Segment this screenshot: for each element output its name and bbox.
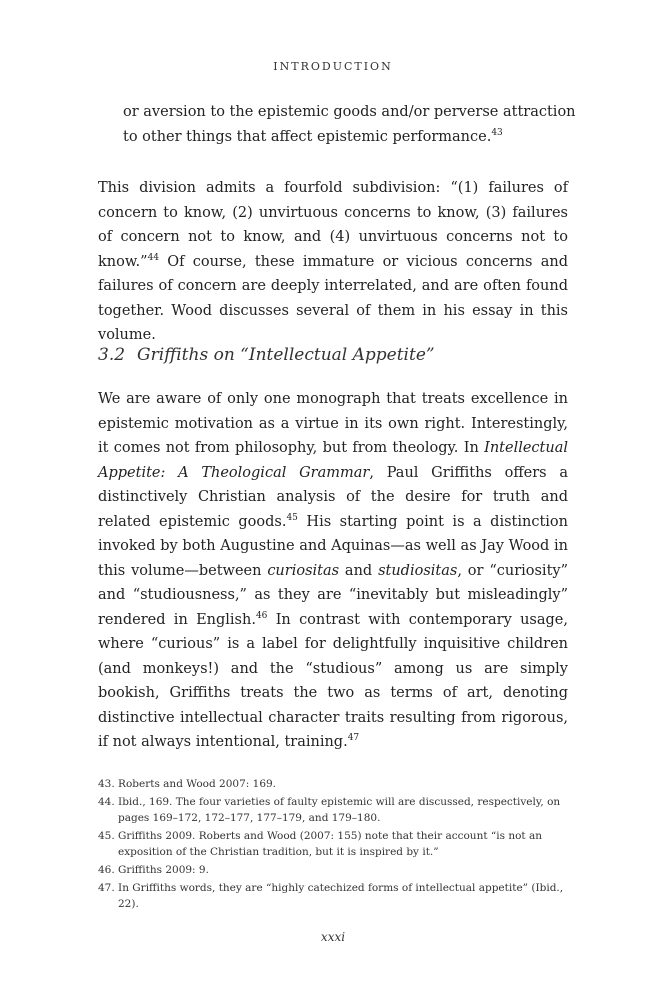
footnote-ref-44: 44	[147, 252, 160, 263]
paragraph-2-s5: , or “curiosity” and “studiousness,” as they are “inevitably but misleadingly” rendered in English.	[98, 562, 568, 628]
footnote-number: 47.	[98, 882, 115, 894]
section-title: Griffiths on “Intellectual Appetite”	[137, 345, 435, 365]
footnotes	[98, 776, 568, 914]
section-number: 3.2	[98, 345, 126, 365]
paragraph-2-s1: We are aware of only one monograph that treats excellence in epistemic motivation as a virtue in its own right. Interestingly, it comes not from philosophy, but from theology. In	[98, 391, 568, 456]
paragraph-1-text-after: Of course, these immature or vicious concerns and failures of concern are deeply interrelated, and are often found together. Wood discusses several of them in his essay in this volume.	[98, 253, 568, 343]
footnote-ref-47: 47	[347, 733, 360, 744]
footnote-number: 46.	[98, 864, 115, 876]
paragraph-2-s4: and	[339, 562, 379, 579]
running-head: INTRODUCTION	[273, 60, 393, 73]
footnote-text: Griffiths 2009: 9.	[118, 864, 209, 876]
term-curiositas: curiositas	[267, 562, 340, 579]
paragraph-1-text: This division admits a fourfold subdivision: “(1) failures of concern to know, (2) unvirtuous concerns to know, (3) failures of concern not to know, and (4) unvirtuous concerns not to know.”	[98, 180, 568, 270]
footnote-number: 43.	[98, 778, 115, 790]
footnote-45	[98, 828, 568, 860]
footnote-46	[98, 862, 568, 878]
footnote-number: 45.	[98, 830, 115, 842]
footnote-ref-43: 43	[491, 127, 503, 138]
footnote-ref-45: 45	[286, 512, 298, 523]
footnote-text: Griffiths 2009. Roberts and Wood (2007: 155) note that their account “is not an exposition of the Christian tradition, but it is inspired by it.”	[118, 830, 542, 858]
paragraph-2	[98, 387, 568, 755]
book-title: Intellectual Appetite: A Theological Grammar	[98, 440, 568, 481]
term-studiositas: studiositas	[378, 562, 458, 579]
footnote-43	[98, 776, 568, 792]
block-quote	[123, 100, 583, 149]
paragraph-2-s2: , Paul Griffiths offers a distinctively Christian analysis of the desire for truth and related epistemic goods.	[98, 464, 568, 530]
footnote-ref-46: 46	[255, 610, 268, 621]
paragraph-2-s3: His starting point is a distinction invoked by both Augustine and Aquinas—as well as Jay Wood in this volume—between	[98, 513, 568, 579]
footnote-number: 44.	[98, 796, 115, 808]
footnote-text: Ibid., 169. The four varieties of faulty epistemic will are discussed, respectively, on pages 169–172, 172–177, 177–179, and 179–180.	[118, 796, 561, 824]
footnote-47	[98, 880, 568, 912]
paragraph-1	[98, 176, 568, 348]
footnote-44	[98, 794, 568, 826]
footnote-text: Roberts and Wood 2007: 169.	[118, 778, 277, 790]
block-quote-text: or aversion to the epistemic goods and/or perverse attraction to other things that affect epistemic performance.	[123, 104, 576, 145]
page-number: xxxi	[320, 930, 346, 944]
section-heading	[98, 345, 568, 365]
footnote-text: In Griffiths words, they are “highly catechized forms of intellectual appetite” (Ibid., 22).	[118, 882, 564, 910]
paragraph-2-s6: In contrast with contemporary usage, where “curious” is a label for delightfully inquisitive children (and monkeys!) and the “studious” among us are simply bookish, Griffiths treats the two as terms of art, denoting distinctive intellectual character traits resulting from rigorous, if not always intentional, training.	[98, 611, 568, 750]
